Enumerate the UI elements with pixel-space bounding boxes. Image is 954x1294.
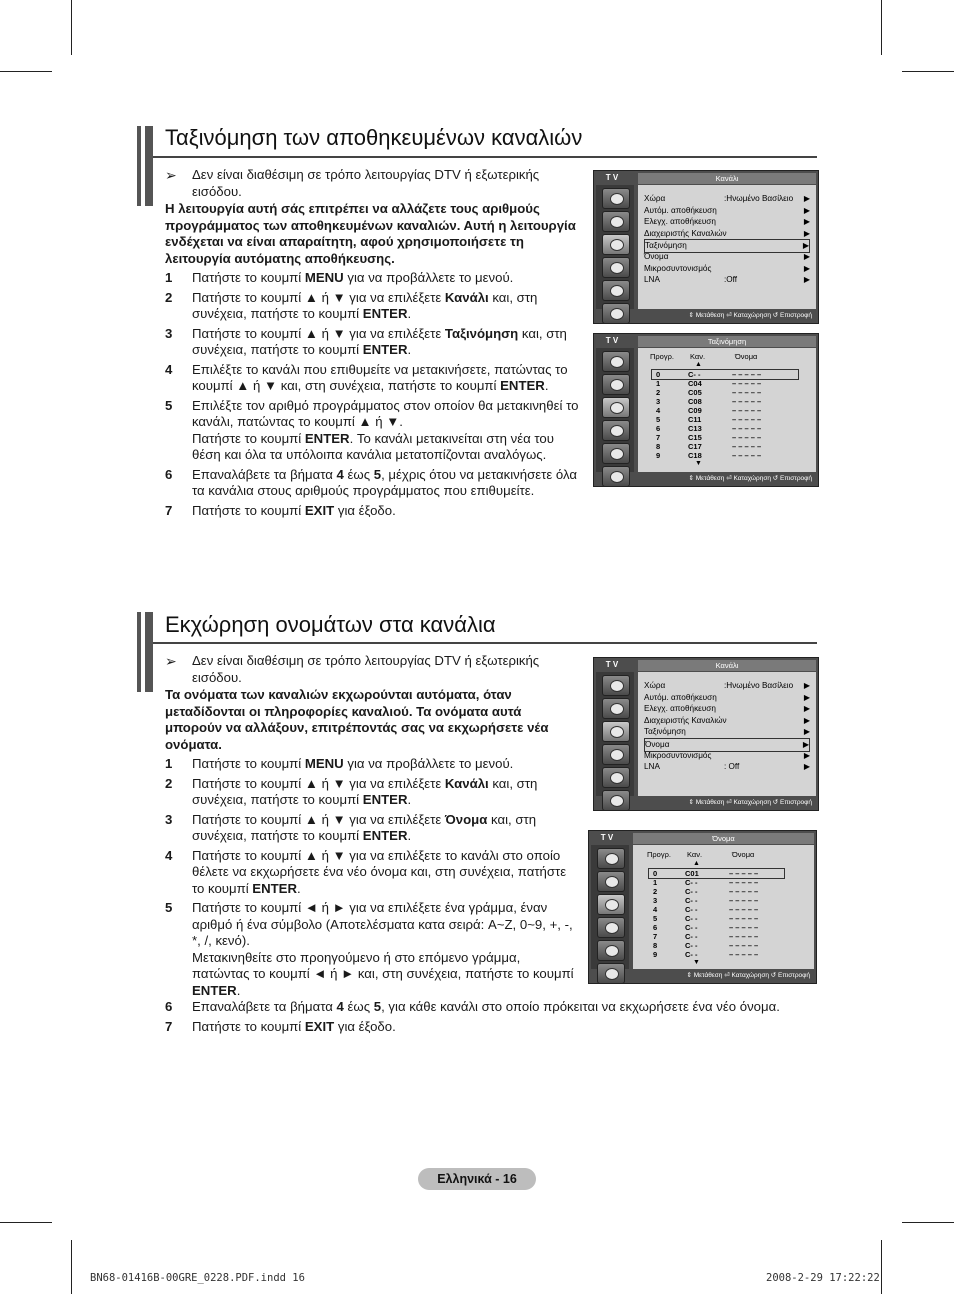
list-item[interactable] (633, 932, 814, 941)
list-prog: 3 (653, 896, 658, 905)
step-item (165, 900, 580, 999)
list-item[interactable] (638, 415, 816, 424)
step-text: Επιλέξτε το κανάλι που επιθυμείτε να μετακινήσετε, πατώντας το κουμπί ▲ ή ▼ και, στη συνέχεια, πατήστε το κουμπί ENTER. (192, 361, 568, 393)
menu-item-value: :Ηνωμένο Βασίλειο (724, 194, 794, 203)
digital-icon (602, 303, 630, 324)
list-name: – – – – – (729, 887, 759, 896)
col-header-prog: Προγρ. (647, 850, 671, 859)
step-number: 6 (165, 466, 173, 482)
list-name: – – – – – (729, 914, 759, 923)
step-item (165, 270, 585, 287)
input-icon (602, 443, 630, 464)
list-name: – – – – – (732, 406, 762, 415)
steps-list (165, 270, 585, 519)
steps-list (165, 756, 580, 999)
list-prog: 1 (653, 878, 658, 887)
menu-item-label: Μικροσυντονισμός (644, 263, 712, 273)
scroll-up-icon: ▲ (693, 860, 700, 867)
setup-icon (602, 744, 630, 765)
step-text: Επαναλάβετε τα βήματα 4 έως 5, για κάθε κανάλι στο οποίο πρόκειται να εκχωρήσετε ένα νέο όνομα. (192, 999, 780, 1014)
list-channel: C- - (685, 932, 698, 941)
list-name: – – – – – (732, 379, 762, 388)
list-item[interactable] (633, 950, 814, 959)
menu-item[interactable] (644, 692, 810, 704)
menu-item[interactable] (644, 228, 810, 240)
list-item[interactable] (633, 896, 814, 905)
arrow-right-icon: ▶ (803, 263, 810, 273)
step-item (165, 467, 585, 500)
menu-footer: ⇕ Μετάθεση ⏎ Καταχώρηση ↺ Επιστροφή (688, 475, 812, 482)
list-prog: 2 (656, 388, 661, 397)
step-text: Επιλέξτε τον αριθμό προγράμματος στον οποίον θα μετακινηθεί το κανάλι, πατώντας το κουμπί ▲ ή ▼. Πατήστε το κουμπί ENTER. Το κανάλι μετακινείται στη νέα του θέση και όλα τα υπόλοιπα κανάλια μετατοπίζονται αναλόγως. (192, 397, 579, 462)
menu-item-value: : Off (724, 762, 740, 772)
step-text: Πατήστε το κουμπί EXIT για έξοδο. (192, 1018, 396, 1034)
list-name: – – – – – (729, 869, 759, 878)
list-name: – – – – – (732, 424, 762, 433)
list-item[interactable] (638, 442, 816, 451)
list-item[interactable] (633, 905, 814, 914)
arrow-right-icon: ▶ (803, 228, 810, 238)
section-title: Ταξινόμηση των αποθηκευμένων καναλιών (165, 125, 583, 150)
list-item[interactable] (638, 433, 816, 442)
list-channel: C13 (688, 424, 702, 433)
step-text: Πατήστε το κουμπί ▲ ή ▼ για να επιλέξετε Ταξινόμηση και, στη συνέχεια, πατήστε το κουμπί ENTER. (192, 325, 567, 357)
menu-item-label: Αυτόμ. αποθήκευση (644, 205, 717, 215)
intro-text: Η λειτουργία αυτή σάς επιτρέπει να αλλάζετε τους αριθμούς προγράμματος των αποθηκευμένων καναλιών. Αυτή η λειτουργία ενδέχεται να είναι απαραίτητη, αφού χρησιμοποιήσετε τη λειτουργία αυτόματης αποθήκευσης. (165, 201, 576, 266)
channel-icon (602, 721, 630, 742)
list-item[interactable] (638, 424, 816, 433)
tv-menu-channel-name (593, 657, 819, 811)
list-channel: C- - (685, 878, 698, 887)
input-icon (602, 280, 630, 301)
list-name: – – – – – (729, 896, 759, 905)
menu-title: Ταξινόμηση (638, 336, 816, 347)
menu-item[interactable] (644, 274, 810, 286)
input-icon (602, 767, 630, 788)
menu-item-value: :Off (724, 275, 738, 285)
list-prog: 8 (656, 442, 661, 451)
step-item (165, 812, 580, 845)
menu-item[interactable] (644, 263, 810, 275)
crop-mark (902, 71, 954, 72)
step-number: 3 (165, 811, 173, 827)
list-name: – – – – – (729, 950, 759, 959)
tv-menu-name (588, 830, 817, 984)
steps-list (165, 999, 825, 1035)
sound-icon (602, 374, 630, 395)
list-channel: C- - (685, 923, 698, 932)
arrow-right-icon: ▶ (803, 762, 810, 772)
crop-mark (0, 71, 52, 72)
menu-title: Κανάλι (638, 660, 816, 671)
menu-item[interactable] (644, 750, 810, 762)
step-text: Πατήστε το κουμπί ▲ ή ▼ για να επιλέξετε το κανάλι στο οποίο θέλετε να εκχωρήσετε ένα νέο όνομα και, στη συνέχεια, πατήστε το κουμπί ENTER. (192, 847, 567, 896)
list-prog: 9 (653, 950, 658, 959)
arrow-right-icon: ▶ (803, 692, 810, 702)
step-number: 2 (165, 289, 173, 305)
section-bar (145, 126, 153, 206)
menu-item-label: Χώρα (644, 194, 666, 203)
menu-item-label: Ελεγχ. αποθήκευση (644, 217, 716, 227)
list-prog: 0 (656, 370, 661, 379)
channel-icon (602, 234, 630, 255)
col-header-name: Όνομα (735, 352, 758, 361)
arrow-right-icon: ▶ (803, 750, 810, 760)
section-rule (153, 156, 817, 158)
menu-item-label: Ταξινόμηση (644, 727, 686, 737)
list-prog: 9 (656, 451, 661, 460)
step-item (165, 398, 585, 464)
list-prog: 6 (653, 923, 658, 932)
setup-icon (597, 917, 625, 938)
picture-icon (602, 675, 630, 696)
list-prog: 7 (656, 433, 661, 442)
menu-item[interactable] (644, 715, 810, 727)
menu-footer: ⇕ Μετάθεση ⏎ Καταχώρηση ↺ Επιστροφή (686, 972, 810, 979)
step-item (165, 776, 580, 809)
arrow-right-icon: ▶ (803, 217, 810, 227)
menu-item-label: Ελεγχ. αποθήκευση (644, 704, 716, 714)
list-item[interactable] (652, 370, 798, 379)
list-channel: C- - (685, 914, 698, 923)
list-channel: C08 (688, 397, 702, 406)
menu-item-label: Ταξινόμηση (645, 241, 687, 251)
step-text: Πατήστε το κουμπί ▲ ή ▼ για να επιλέξετε Όνομα και, στη συνέχεια, πατήστε το κουμπί ENTER. (192, 811, 537, 843)
menu-item[interactable] (644, 761, 810, 773)
setup-icon (602, 420, 630, 441)
list-name: – – – – – (732, 442, 762, 451)
list-item[interactable] (633, 923, 814, 932)
crop-mark (0, 1222, 52, 1223)
step-number: 2 (165, 775, 173, 791)
note-arrow-icon: ➢ (165, 167, 177, 183)
list-name: – – – – – (732, 415, 762, 424)
note-arrow-icon: ➢ (165, 653, 177, 669)
list-item[interactable] (638, 451, 816, 460)
list-item[interactable] (633, 887, 814, 896)
sound-icon (602, 211, 630, 232)
menu-body (638, 672, 816, 796)
arrow-right-icon: ▶ (803, 252, 810, 261)
tv-label: T V (605, 660, 619, 669)
list-name: – – – – – (729, 923, 759, 932)
list-name: – – – – – (729, 905, 759, 914)
menu-item-label: Όνομα (644, 252, 669, 261)
setup-icon (602, 257, 630, 278)
picture-icon (602, 188, 630, 209)
step-item (165, 848, 580, 898)
tv-menu-sort (593, 333, 819, 487)
step-number: 4 (165, 847, 173, 863)
step-number: 7 (165, 502, 173, 518)
section2-text (165, 653, 580, 999)
section2-text-wide (165, 996, 825, 1035)
crop-mark (71, 1240, 72, 1294)
arrow-right-icon: ▶ (803, 194, 810, 203)
section1-text (165, 167, 585, 519)
scroll-down-icon: ▼ (695, 460, 702, 467)
list-prog: 8 (653, 941, 658, 950)
note-text: Δεν είναι διαθέσιμη σε τρόπο λειτουργίας DTV ή εξωτερικής εισόδου. (192, 653, 540, 685)
step-text: Πατήστε το κουμπί ▲ ή ▼ για να επιλέξετε Κανάλι και, στη συνέχεια, πατήστε το κουμπί ENTER. (192, 775, 538, 807)
step-text: Πατήστε το κουμπί ▲ ή ▼ για να επιλέξετε Κανάλι και, στη συνέχεια, πατήστε το κουμπί ENTER. (192, 289, 538, 321)
arrow-right-icon: ▶ (802, 740, 809, 749)
arrow-right-icon: ▶ (803, 681, 810, 690)
list-channel: C- - (685, 896, 698, 905)
list-channel: C04 (688, 379, 702, 388)
crop-mark (902, 1222, 954, 1223)
menu-item-value: :Ηνωμένο Βασίλειο (724, 681, 794, 690)
menu-item-label: Όνομα (645, 740, 670, 749)
scroll-down-icon: ▼ (693, 959, 700, 966)
list-name: – – – – – (732, 451, 762, 460)
list-channel: C- - (685, 905, 698, 914)
step-item (165, 503, 585, 520)
picture-icon (602, 351, 630, 372)
menu-title: Κανάλι (638, 173, 816, 184)
digital-icon (597, 963, 625, 984)
sound-icon (602, 698, 630, 719)
input-icon (597, 940, 625, 961)
list-prog: 7 (653, 932, 658, 941)
list-item[interactable] (633, 878, 814, 887)
list-prog: 4 (653, 905, 658, 914)
scroll-up-icon: ▲ (695, 361, 702, 368)
step-item (165, 756, 580, 773)
menu-sidebar (596, 672, 634, 796)
col-header-ch: Καν. (687, 850, 703, 859)
digital-icon (602, 466, 630, 487)
menu-title: Όνομα (633, 833, 814, 844)
menu-item-label: Αυτόμ. αποθήκευση (644, 692, 717, 702)
list-item[interactable] (638, 406, 816, 415)
menu-item[interactable] (644, 193, 810, 205)
step-text: Πατήστε το κουμπί MENU για να προβάλλετε το μενού. (192, 270, 514, 285)
channel-icon (597, 894, 625, 915)
step-item (165, 1019, 825, 1036)
list-item[interactable] (638, 388, 816, 397)
menu-item-label: Χώρα (644, 681, 666, 690)
step-number: 1 (165, 756, 173, 771)
list-prog: 0 (653, 869, 658, 878)
menu-item[interactable] (644, 680, 810, 692)
arrow-right-icon: ▶ (803, 205, 810, 215)
list-name: – – – – – (729, 941, 759, 950)
section-title: Εκχώρηση ονομάτων στα κανάλια (165, 612, 496, 637)
menu-body (638, 348, 816, 472)
list-item[interactable] (649, 869, 784, 878)
menu-item[interactable] (644, 703, 810, 715)
channel-icon (602, 397, 630, 418)
list-channel: C- - (685, 887, 698, 896)
arrow-right-icon: ▶ (803, 704, 810, 714)
menu-body (633, 845, 814, 969)
section-bar (145, 612, 153, 692)
tv-label: T V (600, 833, 614, 842)
menu-footer: ⇕ Μετάθεση ⏎ Καταχώρηση ↺ Επιστροφή (688, 799, 812, 806)
tv-label: T V (605, 173, 619, 182)
digital-icon (602, 790, 630, 811)
list-channel: C11 (688, 415, 702, 424)
list-channel: C- - (685, 950, 698, 959)
tv-menu-channel (593, 170, 819, 324)
step-item (165, 326, 585, 359)
list-item[interactable] (638, 379, 816, 388)
sound-icon (597, 871, 625, 892)
menu-footer: ⇕ Μετάθεση ⏎ Καταχώρηση ↺ Επιστροφή (688, 312, 812, 319)
list-prog: 5 (656, 415, 661, 424)
list-prog: 2 (653, 887, 658, 896)
section-bar (137, 612, 141, 692)
menu-body (638, 185, 816, 309)
note (165, 653, 580, 686)
crop-mark (71, 0, 72, 55)
list-prog: 1 (656, 379, 661, 388)
imprint-date: 2008-2-29 17:22:22 (766, 1272, 880, 1284)
tv-label: T V (605, 336, 619, 345)
crop-mark (881, 0, 882, 55)
list-name: – – – – – (732, 397, 762, 406)
list-channel: C18 (688, 451, 702, 460)
note (165, 167, 585, 200)
step-number: 5 (165, 900, 173, 915)
step-text: Πατήστε το κουμπί EXIT για έξοδο. (192, 502, 396, 518)
step-number: 3 (165, 325, 173, 341)
menu-item[interactable] (644, 216, 810, 228)
arrow-right-icon: ▶ (803, 275, 810, 285)
arrow-right-icon: ▶ (803, 715, 810, 725)
note-text: Δεν είναι διαθέσιμη σε τρόπο λειτουργίας DTV ή εξωτερικής εισόδου. (192, 167, 540, 199)
step-number: 1 (165, 270, 173, 285)
menu-item-label: LNA (644, 762, 660, 772)
list-item[interactable] (633, 941, 814, 950)
menu-sidebar (591, 845, 629, 969)
col-header-ch: Καν. (690, 352, 706, 361)
section-rule (153, 642, 817, 644)
step-text: Επαναλάβετε τα βήματα 4 έως 5, μέχρις ότου να μετακινήσετε όλα τα κανάλια στους αριθμούς προγράμματος που επιθυμείτε. (192, 466, 577, 498)
menu-item[interactable] (644, 205, 810, 217)
menu-item-label: LNA (644, 275, 660, 285)
list-channel: C- - (685, 941, 698, 950)
arrow-right-icon: ▶ (803, 727, 810, 737)
list-prog: 6 (656, 424, 661, 433)
col-header-name: Όνομα (732, 850, 755, 859)
list-channel: C09 (688, 406, 702, 415)
menu-item[interactable] (644, 726, 810, 738)
list-name: – – – – – (729, 878, 759, 887)
imprint-file: BN68-01416B-00GRE_0228.PDF.indd 16 (90, 1272, 305, 1284)
crop-mark (881, 1240, 882, 1294)
step-item (165, 362, 585, 395)
step-number: 7 (165, 1018, 173, 1034)
list-name: – – – – – (732, 370, 762, 379)
list-name: – – – – – (732, 433, 762, 442)
step-item (165, 290, 585, 323)
menu-sidebar (596, 185, 634, 309)
section-bar (137, 126, 141, 206)
list-channel: C17 (688, 442, 702, 451)
list-name: – – – – – (732, 388, 762, 397)
list-channel: C- - (688, 370, 701, 379)
menu-item[interactable] (644, 251, 810, 263)
step-number: 5 (165, 397, 173, 413)
intro-text: Τα ονόματα των καναλιών εκχωρούνται αυτόματα, όταν μεταδίδονται οι πληροφορίες καναλιού. Τα ονόματα αυτά μπορούν να αλλάξουν, επιτρέποντάς σας να εκχωρήσετε νέα ονόματα. (165, 687, 549, 752)
menu-item-label: Διαχειριστής Καναλιών (644, 228, 727, 238)
picture-icon (597, 848, 625, 869)
step-text: Πατήστε το κουμπί ◄ ή ► για να επιλέξετε ένα γράμμα, έναν αριθμό ή ένα σύμβολο (Αποτελέσματα κατα σειρά: A~Z, 0~9, +, -, *, /, κενό). Μετακινηθείτε στο προηγούμενο ή στο επόμενο γράμμα, πατώντας το κουμπί ◄ ή ► και, στη συνέχεια, πατήστε το κουμπί ENTER. (192, 900, 574, 998)
list-channel: C01 (685, 869, 699, 878)
menu-sidebar (596, 348, 634, 472)
list-prog: 5 (653, 914, 658, 923)
step-item (165, 999, 825, 1016)
list-prog: 3 (656, 397, 661, 406)
list-item[interactable] (638, 397, 816, 406)
step-number: 4 (165, 361, 173, 377)
list-channel: C15 (688, 433, 702, 442)
menu-item-label: Μικροσυντονισμός (644, 750, 712, 760)
list-item[interactable] (633, 914, 814, 923)
menu-item-label: Διαχειριστής Καναλιών (644, 715, 727, 725)
step-text: Πατήστε το κουμπί MENU για να προβάλλετε το μενού. (192, 756, 514, 771)
list-channel: C05 (688, 388, 702, 397)
list-name: – – – – – (729, 932, 759, 941)
list-prog: 4 (656, 406, 661, 415)
col-header-prog: Προγρ. (650, 352, 674, 361)
arrow-right-icon: ▶ (802, 241, 809, 251)
page-number-badge: Ελληνικά - 16 (418, 1168, 536, 1190)
step-number: 6 (165, 999, 173, 1014)
